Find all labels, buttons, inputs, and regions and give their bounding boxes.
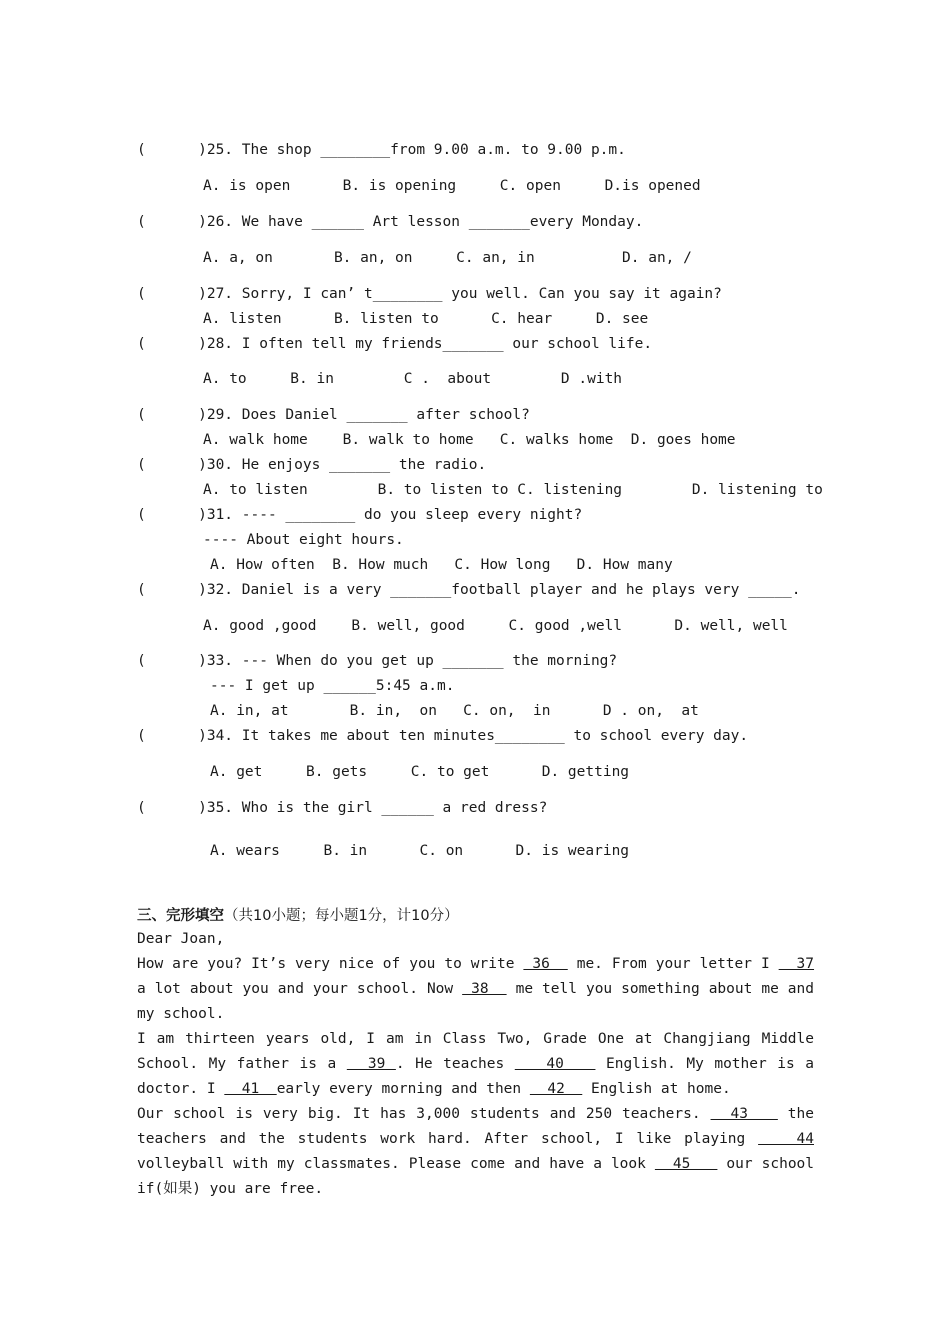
passage-text: English. My mother is a doctor. I: [137, 1056, 814, 1097]
section-heading: [137, 904, 459, 925]
passage-text: Our school is very big. It has 3,000 students and 250 teachers.: [137, 1106, 711, 1122]
question-33-options: A. in, at B. in, on C. on, in D . on, at: [210, 703, 699, 719]
blank-41[interactable]: 41: [224, 1081, 277, 1097]
blank-44[interactable]: 44: [758, 1131, 814, 1147]
question-27-options: A. listen B. listen to C. hear D. see: [203, 311, 649, 327]
passage-text: English at home.: [582, 1081, 731, 1097]
blank-36[interactable]: 36: [523, 956, 568, 972]
passage-text: . He teaches: [395, 1056, 515, 1072]
passage-paragraph-1: [137, 952, 814, 1027]
question-27-stem: ( )27. Sorry, I can’ t________ you well. Can you say it again?: [137, 286, 722, 302]
passage-text: the teachers and the students work hard. After school, I like playing: [137, 1106, 814, 1147]
question-29-stem: ( )29. Does Daniel _______ after school?: [137, 407, 530, 423]
passage-text: volleyball with my classmates. Please come and have a look: [137, 1156, 655, 1172]
question-28-options: A. to B. in C . about D .with: [203, 371, 623, 387]
blank-40[interactable]: 40: [514, 1056, 596, 1072]
blank-45[interactable]: 45: [654, 1156, 718, 1172]
passage-text: a lot about you and your school. Now: [137, 981, 463, 997]
question-35-stem: ( )35. Who is the girl ______ a red dress?: [137, 800, 548, 816]
question-33-answer-line: --- I get up ______5:45 a.m.: [210, 678, 455, 694]
question-34-options: A. get B. gets C. to get D. getting: [210, 764, 630, 780]
passage-text: our school if(如果) you are free.: [137, 1156, 815, 1197]
question-31-stem: ( )31. ---- ________ do you sleep every night?: [137, 507, 583, 523]
blank-39[interactable]: 39: [346, 1056, 396, 1072]
question-35-options: A. wears B. in C. on D. is wearing: [210, 843, 630, 859]
blank-43[interactable]: 43: [710, 1106, 778, 1122]
passage-text: I am thirteen years old, I am in Class Two, Grade One at Changjiang Middle School. My father is a: [137, 1031, 814, 1072]
question-33-stem: ( )33. --- When do you get up _______ the morning?: [137, 653, 618, 669]
question-30-stem: ( )30. He enjoys _______ the radio.: [137, 457, 487, 473]
passage-greeting: Dear Joan,: [137, 931, 225, 947]
question-31-options: A. How often B. How much C. How long D. How many: [210, 557, 673, 573]
blank-37[interactable]: 37: [778, 956, 815, 972]
blank-38[interactable]: 38: [462, 981, 507, 997]
question-26-stem: ( )26. We have ______ Art lesson _______every Monday.: [137, 214, 644, 230]
question-30-options: A. to listen B. to listen to C. listening D. listening to: [203, 482, 823, 498]
passage-text: early every morning and then: [276, 1081, 530, 1097]
section-title: 三、完形填空: [137, 908, 224, 924]
passage-text: me tell you something about me and my school.: [137, 981, 814, 1022]
question-32-stem: ( )32. Daniel is a very _______football player and he plays very _____.: [137, 582, 801, 598]
question-26-options: A. a, on B. an, on C. an, in D. an, /: [203, 250, 692, 266]
passage-text: me. From your letter I: [567, 956, 779, 972]
blank-42[interactable]: 42: [529, 1081, 583, 1097]
question-31-answer-line: ---- About eight hours.: [203, 532, 404, 548]
question-25-options: A. is open B. is opening C. open D.is opened: [203, 178, 701, 194]
section-note: （共10小题；每小题1分，计10分）: [224, 908, 459, 924]
question-28-stem: ( )28. I often tell my friends_______ our school life.: [137, 336, 653, 352]
passage-paragraph-3: [137, 1102, 814, 1202]
cloze-passage: [137, 927, 814, 1202]
passage-paragraph-2: [137, 1027, 814, 1102]
question-32-options: A. good ,good B. well, good C. good ,well D. well, well: [203, 618, 788, 634]
passage-text: How are you? It’s very nice of you to write: [137, 956, 524, 972]
question-25-stem: ( )25. The shop ________from 9.00 a.m. to 9.00 p.m.: [137, 142, 626, 158]
question-29-options: A. walk home B. walk to home C. walks home D. goes home: [203, 432, 736, 448]
question-34-stem: ( )34. It takes me about ten minutes________ to school every day.: [137, 728, 749, 744]
